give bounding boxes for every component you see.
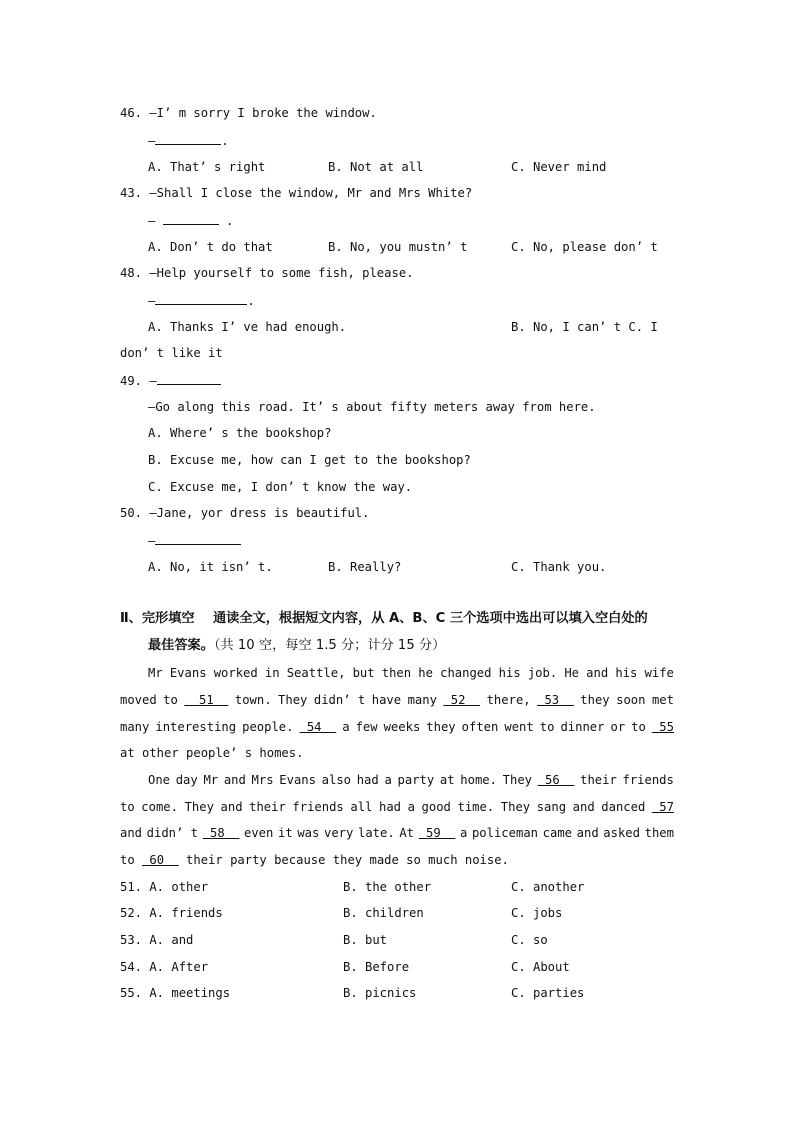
question-46-option-c: C. Never mind xyxy=(511,160,607,174)
passage-word: met xyxy=(651,693,674,707)
section-heading-line2 xyxy=(148,638,445,654)
passage-word: their xyxy=(580,773,617,787)
passage-word: many xyxy=(120,720,150,734)
stem-text: 49. — xyxy=(120,374,157,388)
passage-word: Mr xyxy=(203,773,219,787)
answer-blank[interactable] xyxy=(155,132,221,145)
cloze-option-a: 54. A. After xyxy=(120,960,209,974)
passage-word: to xyxy=(163,693,178,707)
passage-text: their party because they made so much noise. xyxy=(178,853,509,867)
question-46-option-b: B. Not at all xyxy=(328,160,424,174)
blank-number[interactable]: 51 xyxy=(184,693,229,707)
dash: — xyxy=(148,294,156,308)
passage-word: a xyxy=(459,826,468,840)
passage-word: Evans xyxy=(169,666,207,680)
passage-word: Seattle, xyxy=(286,666,346,680)
passage-word: didn’ t xyxy=(146,826,199,840)
question-48-stem: 48. —Help yourself to some fish, please. xyxy=(120,266,414,280)
period: . xyxy=(221,134,229,148)
cloze-option-c: C. About xyxy=(511,960,570,974)
passage-word: many xyxy=(407,693,437,707)
passage-word: went xyxy=(504,720,534,734)
cloze-option-b: B. Before xyxy=(343,960,410,974)
question-49-reply: —Go along this road. It’ s about fifty meters away from here. xyxy=(148,400,596,414)
passage-word: his xyxy=(498,666,521,680)
passage-line xyxy=(148,772,674,788)
passage-word: dinner xyxy=(560,720,605,734)
question-43-answer-line xyxy=(148,212,233,229)
passage-word: come. xyxy=(141,800,178,814)
passage-word: came xyxy=(542,826,572,840)
passage-word: and xyxy=(220,800,243,814)
passage-word: a xyxy=(384,773,392,787)
answer-blank[interactable] xyxy=(157,372,221,385)
passage-word: and xyxy=(572,800,595,814)
passage-word: it xyxy=(278,826,293,840)
question-48-option-b-c: B. No, I can’ t C. I xyxy=(511,320,658,334)
question-48-option-a: A. Thanks I’ ve had enough. xyxy=(148,320,347,334)
passage-text: to xyxy=(120,853,143,867)
passage-word: moved xyxy=(120,693,157,707)
cloze-option-a: 52. A. friends xyxy=(120,906,223,920)
cloze-option-b: B. picnics xyxy=(343,986,417,1000)
passage-word: sang xyxy=(536,800,567,814)
question-50-answer-line xyxy=(148,532,241,549)
passage-word: Evans xyxy=(279,773,316,787)
passage-word: his xyxy=(615,666,638,680)
cloze-option-c: C. parties xyxy=(511,986,585,1000)
passage-word: wife xyxy=(644,666,674,680)
passage-line xyxy=(120,692,674,708)
passage-word: to xyxy=(120,800,135,814)
passage-word: few xyxy=(355,720,378,734)
section-heading: Ⅱ、完形填空 通读全文，根据短文内容，从 A、B、C 三个选项中选出可以填入空白处的 xyxy=(120,611,648,626)
question-50-stem: 50. —Jane, yor dress is beautiful. xyxy=(120,506,370,520)
question-50-option-a: A. No, it isn’ t. xyxy=(148,560,273,574)
passage-word: they xyxy=(580,693,610,707)
passage-line xyxy=(120,799,674,815)
passage-word: interesting xyxy=(155,720,237,734)
blank-number[interactable]: 53 xyxy=(537,693,574,707)
passage-word: and xyxy=(223,773,246,787)
blank-number[interactable]: 59 xyxy=(418,826,456,840)
passage-word: They xyxy=(184,800,214,814)
passage-word: He xyxy=(564,666,580,680)
question-43-option-a: A. Don’ t do that xyxy=(148,240,273,254)
question-49-option-b: B. Excuse me, how can I get to the bookshop? xyxy=(148,453,471,467)
passage-word: late. xyxy=(357,826,395,840)
cloze-option-c: C. so xyxy=(511,933,548,947)
question-49-option-c: C. Excuse me, I don’ t know the way. xyxy=(148,480,413,494)
passage-word: weeks xyxy=(383,720,421,734)
question-46-stem: 46. —I’ m sorry I broke the window. xyxy=(120,106,377,120)
answer-blank[interactable] xyxy=(155,532,241,545)
passage-word: them xyxy=(644,826,674,840)
question-43-option-b: B. No, you mustn’ t xyxy=(328,240,468,254)
passage-word: They xyxy=(278,693,308,707)
passage-line xyxy=(120,852,509,868)
passage-word: and xyxy=(120,826,143,840)
answer-blank[interactable] xyxy=(163,212,219,225)
period: . xyxy=(247,294,255,308)
blank-number[interactable]: 60 xyxy=(142,853,179,867)
dash: — xyxy=(148,214,156,228)
period: . xyxy=(226,214,234,228)
passage-word: worked xyxy=(213,666,258,680)
cloze-option-a: 51. A. other xyxy=(120,880,209,894)
passage-word: didn’ t xyxy=(313,693,366,707)
question-48-answer-line xyxy=(148,292,255,309)
passage-word: friends xyxy=(292,800,344,814)
blank-number[interactable]: 58 xyxy=(202,826,240,840)
passage-word: asked xyxy=(603,826,640,840)
question-46-answer-line xyxy=(148,132,229,149)
passage-word: friends xyxy=(622,773,674,787)
cloze-option-b: B. children xyxy=(343,906,424,920)
passage-word: people. xyxy=(242,720,294,734)
passage-word: he xyxy=(418,666,433,680)
passage-word: at xyxy=(439,773,455,787)
passage-word: they xyxy=(426,720,456,734)
passage-line xyxy=(120,719,674,735)
dash: — xyxy=(148,534,156,548)
passage-word: a xyxy=(407,800,415,814)
passage-word: and xyxy=(586,666,609,680)
question-49-stem xyxy=(120,372,221,389)
question-48-option-c-cont: don’ t like it xyxy=(120,346,223,360)
passage-word: Mr xyxy=(148,666,163,680)
passage-word: town. xyxy=(234,693,272,707)
passage-word: there, xyxy=(486,693,531,707)
passage-word: day xyxy=(175,773,198,787)
passage-word: was xyxy=(297,826,320,840)
answer-blank[interactable] xyxy=(155,292,247,305)
question-43-stem: 43. —Shall I close the window, Mr and Mrs White? xyxy=(120,186,473,200)
passage-word: have xyxy=(371,693,402,707)
passage-word: They xyxy=(500,800,531,814)
passage-line: at other people’ s homes. xyxy=(120,746,304,760)
passage-word: their xyxy=(249,800,286,814)
passage-word: One xyxy=(148,773,171,787)
passage-word: Mrs xyxy=(251,773,274,787)
passage-word: but xyxy=(352,666,375,680)
passage-word: had xyxy=(356,773,379,787)
cloze-option-a: 53. A. and xyxy=(120,933,194,947)
cloze-option-c: C. another xyxy=(511,880,585,894)
passage-word: soon xyxy=(616,693,646,707)
passage-word: job. xyxy=(527,666,558,680)
passage-word: a xyxy=(342,720,350,734)
blank-number[interactable]: 55 xyxy=(651,720,674,734)
passage-word: home. xyxy=(460,773,497,787)
passage-word: very xyxy=(323,826,354,840)
passage-word: or xyxy=(610,720,626,734)
blank-number[interactable]: 57 xyxy=(651,800,674,814)
passage-word: time. xyxy=(457,800,495,814)
passage-word: often xyxy=(461,720,499,734)
passage-word: also xyxy=(321,773,352,787)
passage-word: even xyxy=(244,826,274,840)
cloze-option-b: B. the other xyxy=(343,880,432,894)
passage-word: good xyxy=(421,800,451,814)
question-50-option-b: B. Really? xyxy=(328,560,402,574)
heading-score-note: （共 10 空，每空 1.5 分；计分 15 分） xyxy=(213,638,446,653)
dash: — xyxy=(148,134,156,148)
passage-word: then xyxy=(381,666,412,680)
passage-word: party xyxy=(397,773,435,787)
question-43-option-c: C. No, please don’ t xyxy=(511,240,658,254)
passage-line xyxy=(148,665,674,681)
blank-number[interactable]: 52 xyxy=(443,693,481,707)
cloze-option-b: B. but xyxy=(343,933,388,947)
question-49-option-a: A. Where’ s the bookshop? xyxy=(148,426,332,440)
passage-word: had xyxy=(378,800,401,814)
question-46-option-a: A. That’ s right xyxy=(148,160,266,174)
heading-bold-part: 最佳答案。 xyxy=(148,638,214,653)
passage-word: policeman xyxy=(471,826,538,840)
passage-word: in xyxy=(264,666,280,680)
passage-word: They xyxy=(502,773,533,787)
passage-word: all xyxy=(350,800,373,814)
cloze-option-c: C. jobs xyxy=(511,906,563,920)
passage-word: to xyxy=(539,720,555,734)
blank-number[interactable]: 56 xyxy=(537,773,575,787)
passage-word: At xyxy=(399,826,414,840)
passage-word: changed xyxy=(440,666,492,680)
blank-number[interactable]: 54 xyxy=(299,720,337,734)
passage-word: to xyxy=(631,720,646,734)
passage-word: and xyxy=(576,826,599,840)
question-50-option-c: C. Thank you. xyxy=(511,560,607,574)
cloze-option-a: 55. A. meetings xyxy=(120,986,231,1000)
passage-word: danced xyxy=(601,800,646,814)
passage-line xyxy=(120,825,674,841)
